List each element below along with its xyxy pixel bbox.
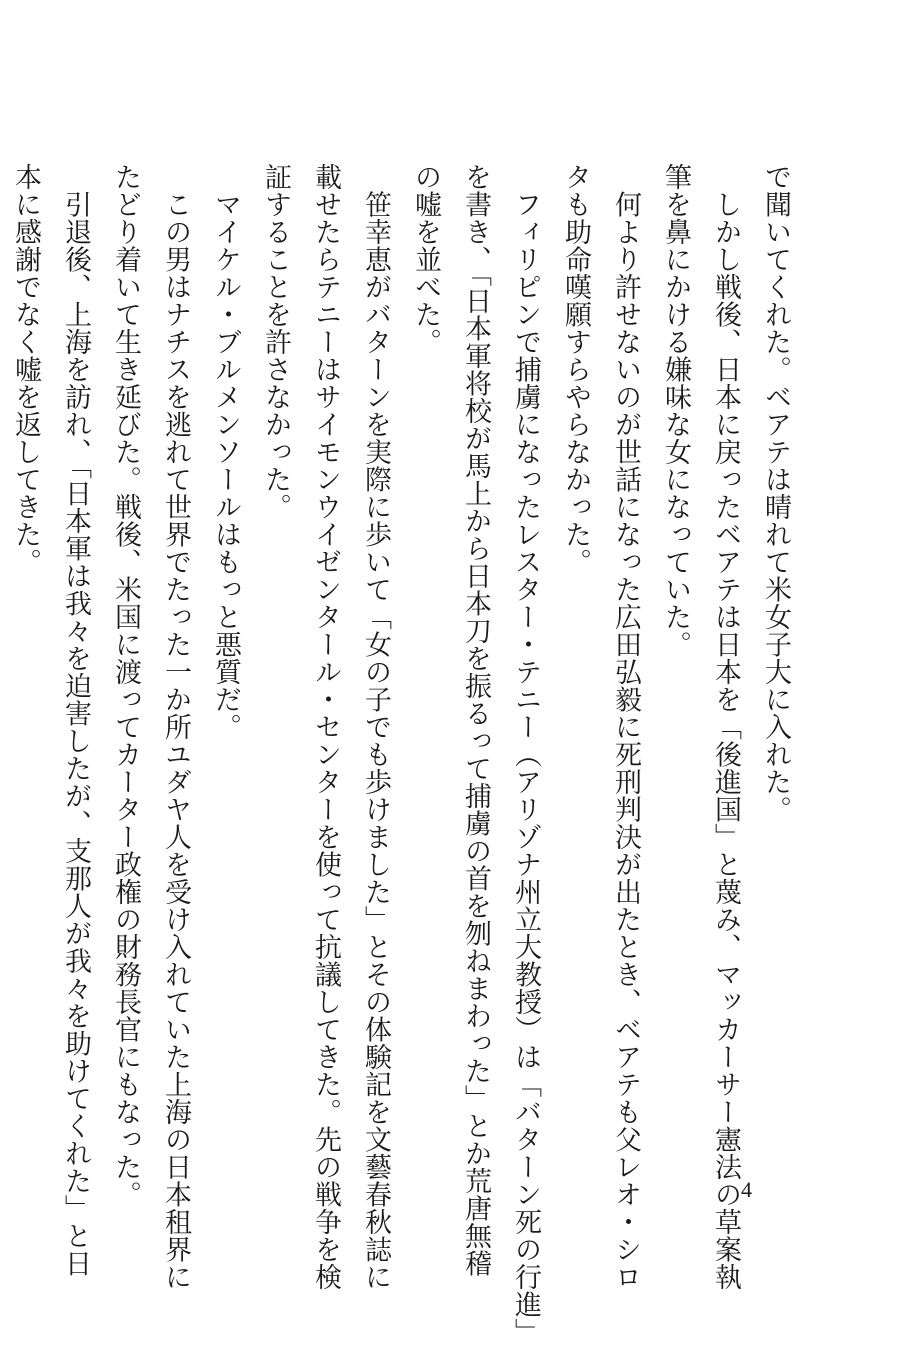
text-line: の嘘を並べた。: [410, 163, 441, 356]
text-line: タも助命嘆願すらやらなかった。: [560, 163, 591, 576]
text-line: フィリピンで捕虜になったレスター・テニー（アリゾナ州立大教授）は「バターン死の行進」: [510, 163, 541, 1346]
text-line: しかし戦後、日本に戻ったベアテは日本を「後進国」と蔑み、マッカーサー憲法の草案執: [710, 163, 741, 1291]
text-line: を書き、「日本軍将校が馬上から日本刀を振るって捕虜の首を刎ねまわった」とか荒唐無稽: [460, 163, 491, 1277]
text-line: 笹幸恵がバターンを実際に歩いて「女の子でも歩けました」とその体験記を文藝春秋誌に: [360, 163, 391, 1291]
text-line: たどり着いて生き延びた。戦後、米国に渡ってカーター政権の財務長官にもなった。: [110, 163, 141, 1208]
text-line: で聞いてくれた。ベアテは晴れて米女子大に入れた。: [760, 163, 791, 823]
text-line: マイケル・ブルメンソールはもっと悪質だ。: [210, 163, 241, 741]
text-line: 引退後、上海を訪れ、「日本軍は我々を迫害したが、支那人が我々を助けてくれた」と日: [60, 163, 91, 1277]
text-line: この男はナチスを逃れて世界でたった一か所ユダヤ人を受け入れていた上海の日本租界に: [160, 163, 191, 1291]
text-line: 何より許せないのが世話になった広田弘毅に死刑判決が出たとき、ベアテも父レオ・シロ: [610, 163, 641, 1291]
text-line: 載せたらテニーはサイモンウイゼンタール・センターを使って抗議してきた。先の戦争を検: [310, 163, 341, 1291]
text-line: 筆を鼻にかける嫌味な女になっていた。: [660, 163, 691, 658]
text-line: 本に感謝でなく嘘を返してきた。: [10, 163, 41, 576]
text-line: 証することを許さなかった。: [260, 163, 291, 521]
page-number: 4: [741, 1177, 752, 1202]
body-text: [10, 163, 800, 1346]
